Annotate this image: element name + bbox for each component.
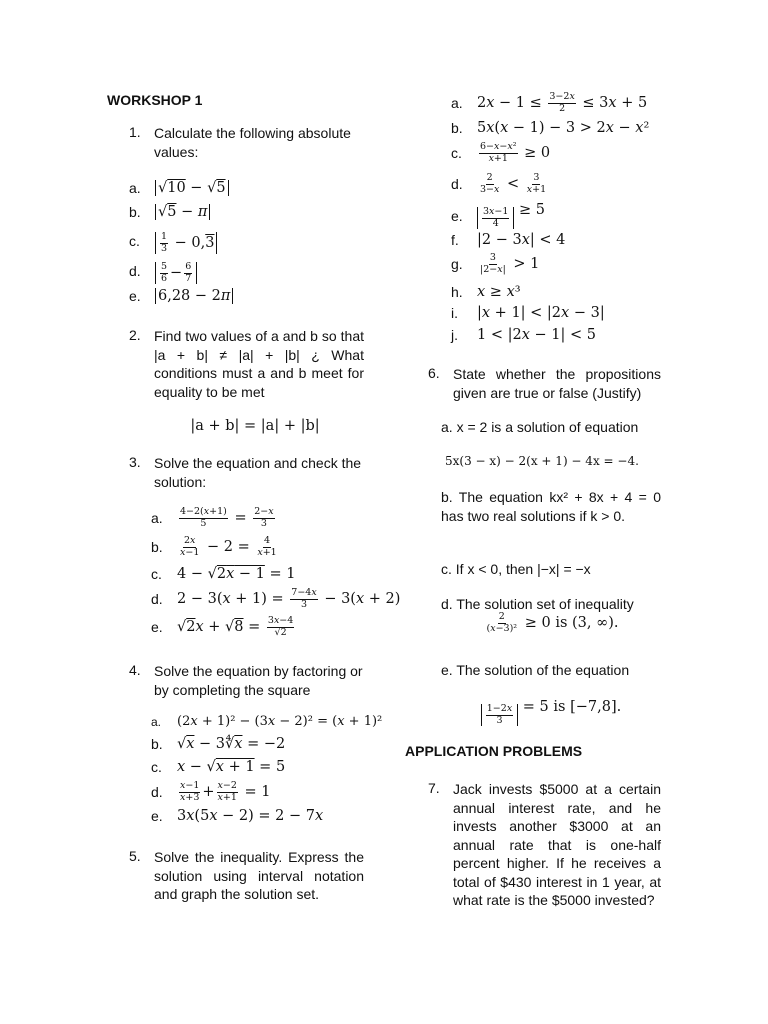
worksheet-title: WORKSHOP 1 bbox=[107, 92, 203, 108]
q3-item-b: b. $\frac{2x}{x-1}$ − 2 = $\frac{4}{x+1}$ bbox=[151, 535, 277, 558]
q6-c-text: c. If x < 0, then |−x| = −x bbox=[441, 561, 591, 577]
question-text: State whether the propositions given are true or false (Justify) bbox=[453, 366, 661, 401]
question-1 bbox=[129, 124, 364, 161]
q5-item-c: c. $\frac{\text{6−x−x²}}{x+1}$ ≥ 0 bbox=[451, 141, 551, 164]
q6-d-equation: $\frac{2}{\text{(x−3)²}}$ ≥ 0 is (3, ∞). bbox=[486, 611, 619, 634]
question-text: Solve the equation by factoring or by completing the square bbox=[154, 663, 363, 698]
application-heading: APPLICATION PROBLEMS bbox=[405, 743, 583, 759]
q1-item-b: b. √ 5 − π bbox=[129, 204, 210, 220]
q2-formula: |a + b| = |a| + |b| bbox=[190, 418, 320, 434]
q1-item-c: c. $\frac{1}{3}$ − 0, 3 bbox=[129, 227, 217, 254]
q1-item-a: a. √ 10 − √ 5 bbox=[129, 180, 229, 196]
q6-a-equation: 5x(3 − x) − 2(x + 1) − 4x = −4. bbox=[445, 454, 639, 468]
q4-item-e: e. 3x(5x − 2) = 2 − 7x bbox=[151, 808, 324, 824]
q6-d-text: d. The solution set of inequality bbox=[441, 596, 634, 612]
question-number: 2. bbox=[129, 327, 141, 343]
question-text: Find two values of a and b so that |a + b| ≠ |a| + |b| ¿ What conditions must a and b meet for equality to be met bbox=[154, 328, 364, 400]
q5-item-f: f. |2 − 3x| < 4 bbox=[451, 232, 566, 248]
q6-b-text: b. The equation kx² + 8x + 4 = 0 has two real solutions if k > 0. bbox=[441, 489, 661, 524]
q4-item-c: c. x − √x + 1 = 5 bbox=[151, 759, 286, 775]
q1-item-d: d. $\frac{5}{6}$ − $\frac{6}{7}$ bbox=[129, 257, 197, 284]
q4-item-b: b. $√x - 3∜\overline{x} = -2$ bbox=[151, 736, 286, 752]
q3-item-e: e. √2x + √8 = $\frac{3x-4}{√2}$ bbox=[151, 615, 294, 638]
question-text: Jack invests $5000 at a certain annual interest rate, and he invests another $3000 at an annual rate that is one-half percent higher. If he receives a total of $430 interest in 1 year, at what rate is the $5000 invested? bbox=[453, 781, 661, 908]
question-5 bbox=[129, 848, 364, 904]
question-3 bbox=[129, 454, 364, 491]
q3-item-a: a. $\frac{4-2(x+1)}{5}$ = $\frac{2-x}{3}$ bbox=[151, 506, 274, 529]
q5-item-j: j. 1 < |2x − 1| < 5 bbox=[451, 327, 596, 343]
q3-item-d: d. 2 − 3(x + 1) = $\frac{7-4x}{3}$ − 3(x + 2) bbox=[151, 587, 401, 610]
question-number: 5. bbox=[129, 848, 141, 864]
q4-item-d: d. $\frac{x-1}{x+3}$ + $\frac{x-2}{x+1}$ = 1 bbox=[151, 780, 271, 803]
question-text: Calculate the following absolute values: bbox=[154, 125, 351, 160]
question-number: 1. bbox=[129, 124, 141, 140]
q5-item-b: b. 5x(x − 1) − 3 > 2x − x² bbox=[451, 120, 650, 136]
question-6 bbox=[428, 365, 661, 402]
q5-item-i: i. |x + 1| < |2x − 3| bbox=[451, 305, 605, 321]
question-2 bbox=[129, 327, 364, 401]
question-7 bbox=[428, 780, 661, 910]
question-text: Solve the equation and check the solution: bbox=[154, 455, 362, 490]
question-text: Solve the inequality. Express the solution using interval notation and graph the solution set. bbox=[154, 849, 364, 902]
q5-item-d: d. $\frac{2}{3-x}$ < $\frac{3}{x+1}$ bbox=[451, 172, 547, 195]
question-number: 4. bbox=[129, 662, 141, 678]
q3-item-c: c. 4 − √2x − 1 = 1 bbox=[151, 566, 296, 582]
q6-e-text: e. The solution of the equation bbox=[441, 662, 630, 678]
question-number: 6. bbox=[428, 365, 440, 381]
q5-item-g: g. $\frac{3}{|2-x|}$ > 1 bbox=[451, 252, 540, 275]
q4-item-a: a. (2x + 1)² − (3x − 2)² = (x + 1)² bbox=[151, 714, 383, 729]
q6-a-text: a. x = 2 is a solution of equation bbox=[441, 419, 639, 435]
q6-e-equation: $\frac{1-2x}{3}$ = 5 is [−7,8]. bbox=[441, 699, 661, 726]
q5-item-a: a. 2x − 1 ≤ $\frac{3-2x}{2}$ ≤ 3x + 5 bbox=[451, 91, 648, 114]
question-number: 3. bbox=[129, 454, 141, 470]
question-number: 7. bbox=[428, 780, 440, 796]
q5-item-e: e. $\frac{3x-1}{4}$ ≥ 5 bbox=[451, 202, 546, 229]
q5-item-h: h. x ≥ x³ bbox=[451, 284, 521, 300]
q1-item-e: e. 6,28 − 2 π bbox=[129, 288, 233, 304]
question-4 bbox=[129, 662, 364, 699]
